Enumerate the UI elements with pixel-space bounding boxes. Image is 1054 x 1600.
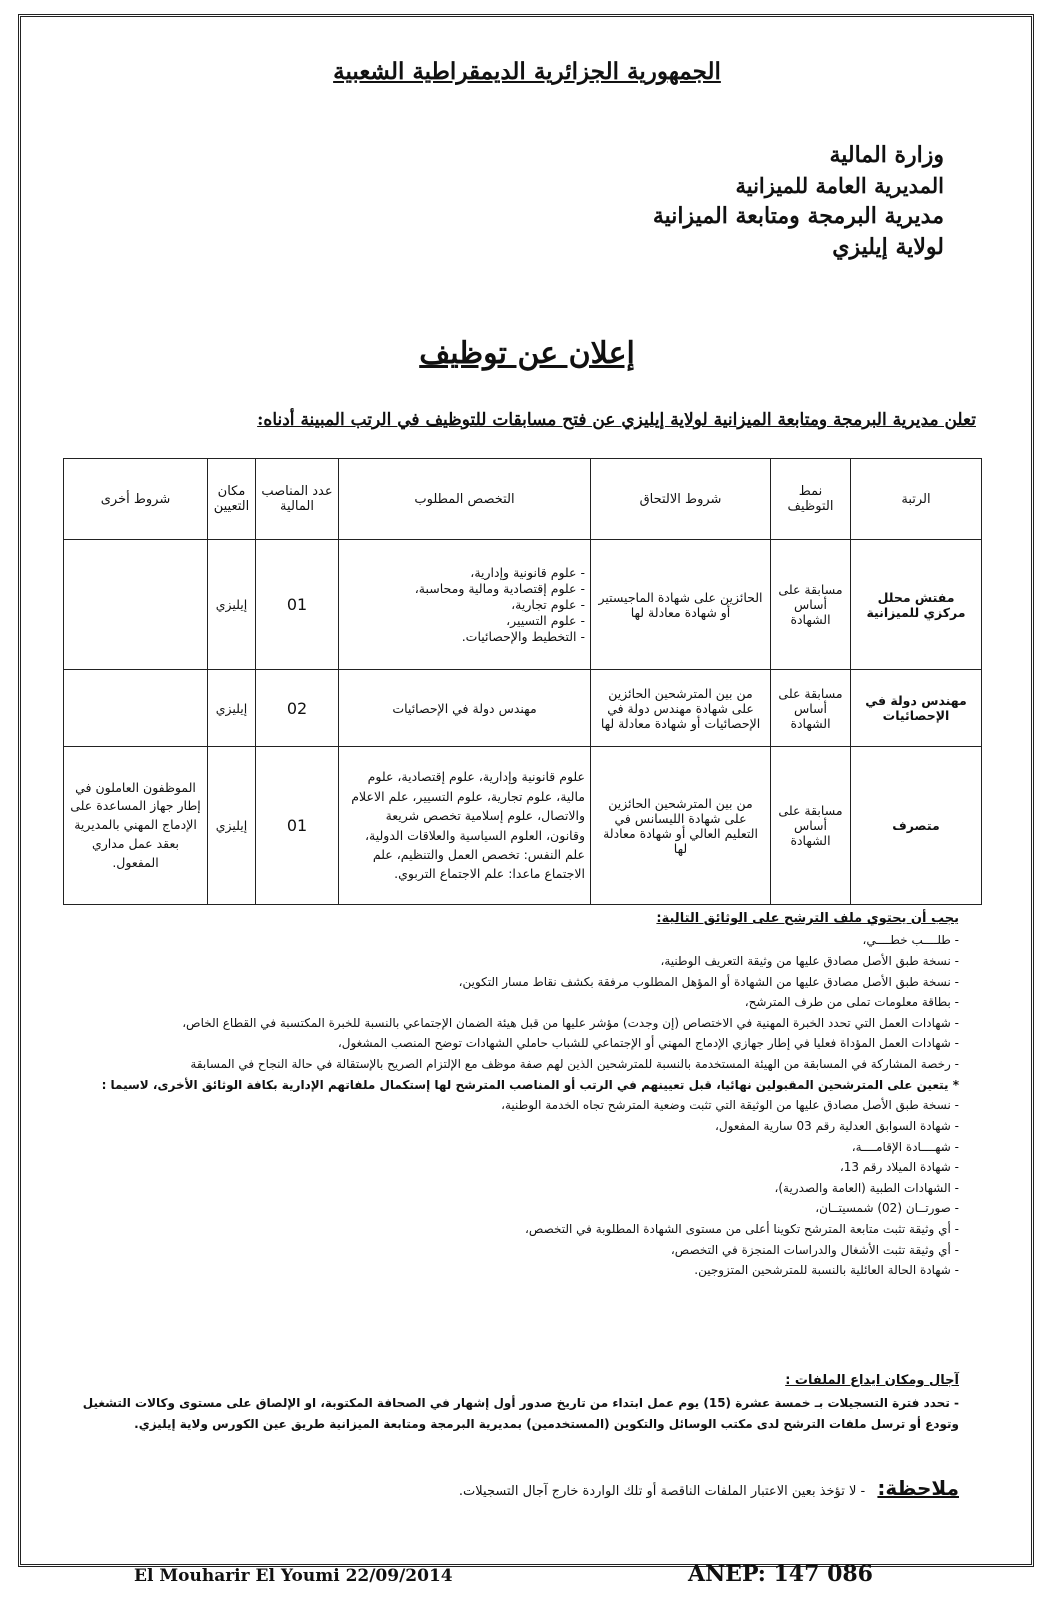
document-item: - شهادات العمل المؤداة فعليا في إطار جهازي الإدماج المهني أو الإجتماعي للشباب حاملي الشهادات توضح المنصب المشغول، [337, 1036, 959, 1051]
other-cell [64, 670, 208, 747]
document-item: - نسخة طبق الأصل مصادق عليها من الوثيقة التي تثبت وضعية المترشح تجاه الخدمة الوطنية، [501, 1098, 959, 1113]
header-other: شروط أخرى [64, 459, 208, 540]
header-rank: الرتبة [851, 459, 982, 540]
specialty-cell: مهندس دولة في الإحصائيات [339, 670, 591, 747]
specialty-item: - علوم التسيير، [506, 613, 585, 628]
wilaya-name: لولاية إيليزي [832, 234, 944, 261]
specialty-cell [339, 540, 591, 670]
note-label: ملاحظة: [877, 1476, 959, 1500]
header-positions: عدد المناصب المالية [256, 459, 339, 540]
location-cell: إيليزي [208, 540, 256, 670]
document-item: - الشهادات الطبية (العامة والصدرية)، [774, 1180, 959, 1195]
table-row [64, 540, 982, 670]
document-item: - شهــــادة الإقامــــة، [851, 1139, 959, 1154]
documents-heading: يجب أن يحتوي ملف الترشح على الوثائق التالية: [656, 911, 959, 926]
header-mode: نمط التوظيف [771, 459, 851, 540]
location-cell: إيليزي [208, 670, 256, 747]
ministry-name: وزارة المالية [829, 142, 944, 168]
note-section [459, 1476, 959, 1500]
document-item: - طلــــب خطــــي، [862, 933, 959, 948]
positions-cell: 01 [256, 747, 339, 905]
rank-cell: مفتش محلل مركزي للميزانية [851, 540, 982, 670]
directorate-general: المديرية العامة للميزانية [735, 173, 944, 199]
header-conditions: شروط الالتحاق [591, 459, 771, 540]
positions-cell: 02 [256, 670, 339, 747]
issuer-block [653, 140, 944, 264]
anep-number: ANEP: 147 086 [688, 1561, 873, 1587]
document-item: - رخصة المشاركة في المسابقة من الهيئة المستخدمة بالنسبة للمترشحين الذين لهم صفة موظف مع الإلتزام الصريح بالإستقالة في حالة النجاح في المسابقة [190, 1057, 959, 1072]
specialty-cell: علوم قانونية وإدارية، علوم إقتصادية، علوم مالية، علوم تجارية، علوم التسيير، علم الاعلام والاتصال، علوم إسلامية تخصص شريعة وقانون، العلوم السياسية والعلاقات الدولية، علم النفس: تخصص العمل والتنظيم، علم الاجتماع ماعدا: علم الاجتماع التربوي. [339, 747, 591, 905]
deadline-line: وتودع أو ترسل ملفات الترشح لدى مكتب الوسائل والتكوين (المستخدمين) بمديرية البرمجة ومتابعة الميزانية طريق عين الكورس ولاية إيليزي. [134, 1416, 959, 1431]
document-item: - شهادة الميلاد رقم 13، [839, 1160, 959, 1175]
other-cell: الموظفون العاملون في إطار جهاز المساعدة على الإدماج المهني بالمديرية بعقد عمل مداري المفعول. [64, 747, 208, 905]
republic-heading: الجمهورية الجزائرية الديمقراطية الشعبية [333, 58, 721, 85]
deadline-section [39, 1370, 959, 1435]
note-text: - لا تؤخذ بعين الاعتبار الملفات الناقصة أو تلك الواردة خارج آجال التسجيلات. [458, 1484, 866, 1499]
document-item: - شهادة الحالة العائلية بالنسبة للمترشحين المتزوجين. [694, 1263, 959, 1278]
document-item: - شهادات العمل التي تحدد الخبرة المهنية في الاختصاص (إن وجدت) مؤشر عليها من قبل هيئة الضمان الإجتماعي بالنسبة للخبرة المكتسبة في القطاع الخاص، [182, 1015, 959, 1030]
header-specialty: التخصص المطلوب [339, 459, 591, 540]
mode-cell: مسابقة على أساس الشهادة [771, 670, 851, 747]
table-row [64, 670, 982, 747]
mode-cell: مسابقة على أساس الشهادة [771, 540, 851, 670]
directorate-name: مديرية البرمجة ومتابعة الميزانية [652, 203, 944, 230]
conditions-cell: من بين المترشحين الحائزين على شهادة الليسانس في التعليم العالي أو شهادة معادلة لها [591, 747, 771, 905]
document-item: - بطاقة معلومات تملى من طرف المترشح، [744, 995, 959, 1010]
document-item: - أي وثيقة تثبت متابعة المترشح تكوينا أعلى من مستوى الشهادة المطلوبة في التخصص، [525, 1222, 959, 1237]
announcement-title: إعلان عن توظيف [419, 336, 635, 371]
specialty-item: - علوم تجارية، [511, 597, 585, 612]
document-item: * يتعين على المترشحين المقبولين نهائيا، قبل تعيينهم في الرتب أو المناصب المترشح لها إستكمال ملفاتهم الإدارية بكافة الوثائق الأخرى، لاسيما : [101, 1077, 959, 1092]
positions-cell: 01 [256, 540, 339, 670]
announcement-intro: تعلن مديرية البرمجة ومتابعة الميزانية لولاية إيليزي عن فتح مسابقات للتوظيف في الرتب المبينة أدناه: [257, 410, 976, 430]
other-cell [64, 540, 208, 670]
location-cell: إيليزي [208, 747, 256, 905]
specialty-item: - علوم قانونية وإدارية، [470, 565, 585, 580]
document-item: - شهادة السوابق العدلية رقم 03 سارية المفعول، [715, 1118, 959, 1133]
document-item: - نسخة طبق الأصل مصادق عليها من الشهادة أو المؤهل المطلوب مرفقة بكشف نقاط مسار التكوين، [458, 974, 959, 989]
table-row [64, 747, 982, 905]
deadline-heading: آجال ومكان ايداع الملفات : [785, 1373, 959, 1388]
rank-cell: مهندس دولة في الإحصائيات [851, 670, 982, 747]
mode-cell: مسابقة على أساس الشهادة [771, 747, 851, 905]
positions-table [63, 458, 982, 905]
rank-cell: متصرف [851, 747, 982, 905]
document-item: - أي وثيقة تثبت الأشغال والدراسات المنجزة في التخصص، [670, 1242, 959, 1257]
document-item: - صورتــان (02) شمسيتــان، [815, 1201, 959, 1216]
header-location: مكان التعيين [208, 459, 256, 540]
specialty-item: - التخطيط والإحصائيات. [461, 629, 585, 644]
conditions-cell: الحائزين على شهادة الماجيستير أو شهادة معادلة لها [591, 540, 771, 670]
newspaper-date: El Mouharir El Youmi 22/09/2014 [134, 1566, 453, 1586]
document-item: - نسخة طبق الأصل مصادق عليها من وثيقة التعريف الوطنية، [660, 953, 959, 968]
specialty-item: - علوم إقتصادية ومالية ومحاسبة، [414, 581, 585, 596]
table-header-row [64, 459, 982, 540]
conditions-cell: من بين المترشحين الحائزين على شهادة مهندس دولة في الإحصائيات أو شهادة معادلة لها [591, 670, 771, 747]
documents-section [59, 908, 959, 1281]
deadline-line: - تحدد فترة التسجيلات بـ خمسة عشرة (15) يوم عمل ابتداء من تاريخ صدور أول إشهار في الصحافة المكتوبة، او الإلصاق على مستوى وكالات التشغيل [82, 1395, 959, 1410]
